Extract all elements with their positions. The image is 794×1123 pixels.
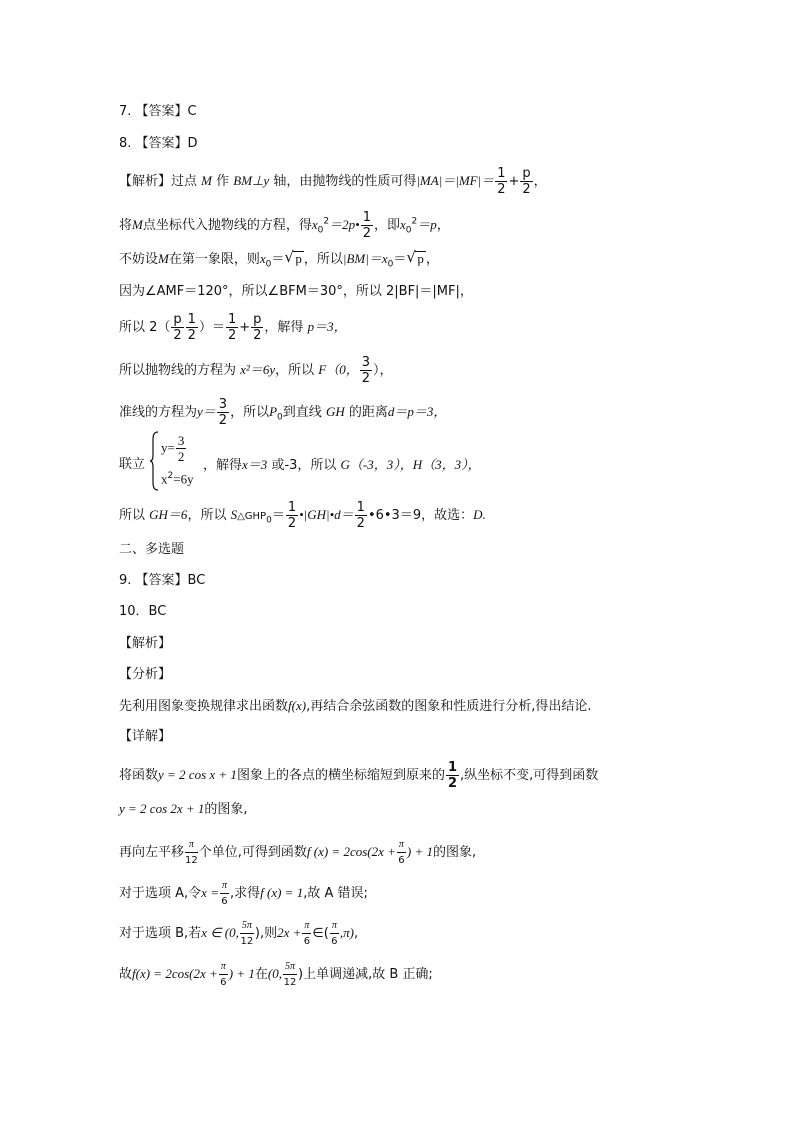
q8-analysis-line-9: 所以 GH＝6，所以 $S\triangle GHP_0=$ $\frac{1}{2}$ •|GH|•d＝ $\frac{1}{2}$ •6•3＝9，故选：D.: [119, 500, 486, 531]
answer-10: 10．BC: [119, 604, 167, 619]
section-multiple-choice: 二、多选题: [119, 542, 185, 557]
fenxi-text: 先利用图象变换规律求出函数f(x),再结合余弦函数的图象和性质进行分析,得出结论.: [119, 698, 592, 714]
answer-9: 9. 【答案】BC: [119, 573, 206, 588]
jiexi-heading: 【解析】: [119, 636, 172, 651]
q8-analysis-line-5: 所以 2（ $\frac{p}{2}$ $\frac{1}{2}$ ）＝ $\frac{1}{2}$ + $\frac{p}{2}$ ，解得 p＝3，: [119, 312, 347, 343]
q8-analysis-line-4: 因为∠AMF＝120°，所以∠BFM＝30°，所以 2|BF|＝|MF|，: [119, 284, 473, 299]
detail-line-5: 对于选项 B,若x ∈ (0, $\frac{5\pi}{12}$ ),则2x + $\frac{\pi}{6}$ ∈( $\frac{\pi}{6}$ ,π),: [119, 920, 359, 947]
equation-system: y= $\frac{3}{2}$ $x^2=6y$: [149, 431, 194, 490]
q8-analysis-line-1: 【解析】过点 M 作 BM⊥y 轴，由抛物线的性质可得|MA|＝|MF|＝ $\frac{1}{2}$ + $\frac{p}{2}$ ，: [119, 166, 547, 197]
q8-analysis-line-3: 不妨设M在第一象限，则$x_0=√$ p ，所以$|BM|=x_0=√$ p ，: [119, 251, 439, 273]
fenxi-heading: 【分析】: [119, 667, 172, 682]
brace-icon: [149, 431, 159, 491]
detail-line-3: 再向左平移 $\frac{\pi}{12}$ 个单位,可得到函数f (x) = 2cos(2x + $\frac{\pi}{6}$ ) + 1的图象,: [119, 839, 477, 866]
answer-8: 8. 【答案】D: [119, 136, 198, 151]
detail-line-1: 将函数y = 2 cos x + 1图象上的各点的横坐标缩短到原来的 $\frac{1}{2}$ ,纵坐标不变,可得到函数: [119, 760, 599, 791]
q8-analysis-line-6: 所以抛物线的方程为 x²＝6y，所以 F（0， $\frac{3}{2}$ ），: [119, 355, 393, 386]
detail-line-6: 故f(x) = 2cos(2x + $\frac{\pi}{6}$ ) + 1在(0, $\frac{5\pi}{12}$ )上单调递减,故 B 正确;: [119, 961, 433, 988]
xiangjie-heading: 【详解】: [119, 729, 172, 744]
detail-line-4: 对于选项 A,令x = $\frac{\pi}{6}$ ,求得f (x) = 1,故 A 错误;: [119, 880, 368, 907]
q8-analysis-line-2: 将M点坐标代入抛物线的方程，得$x_0^2=2p•$ $\frac{1}{2}$ ，即$x_0^2=p$，: [119, 210, 450, 241]
q8-analysis-line-7: 准线的方程为y＝ $\frac{3}{2}$ ，所以$P_0$到直线 GH 的距离d＝p＝3，: [119, 397, 447, 428]
answer-7: 7. 【答案】C: [119, 104, 197, 119]
detail-line-2: y = 2 cos 2x + 1的图象,: [119, 801, 248, 817]
